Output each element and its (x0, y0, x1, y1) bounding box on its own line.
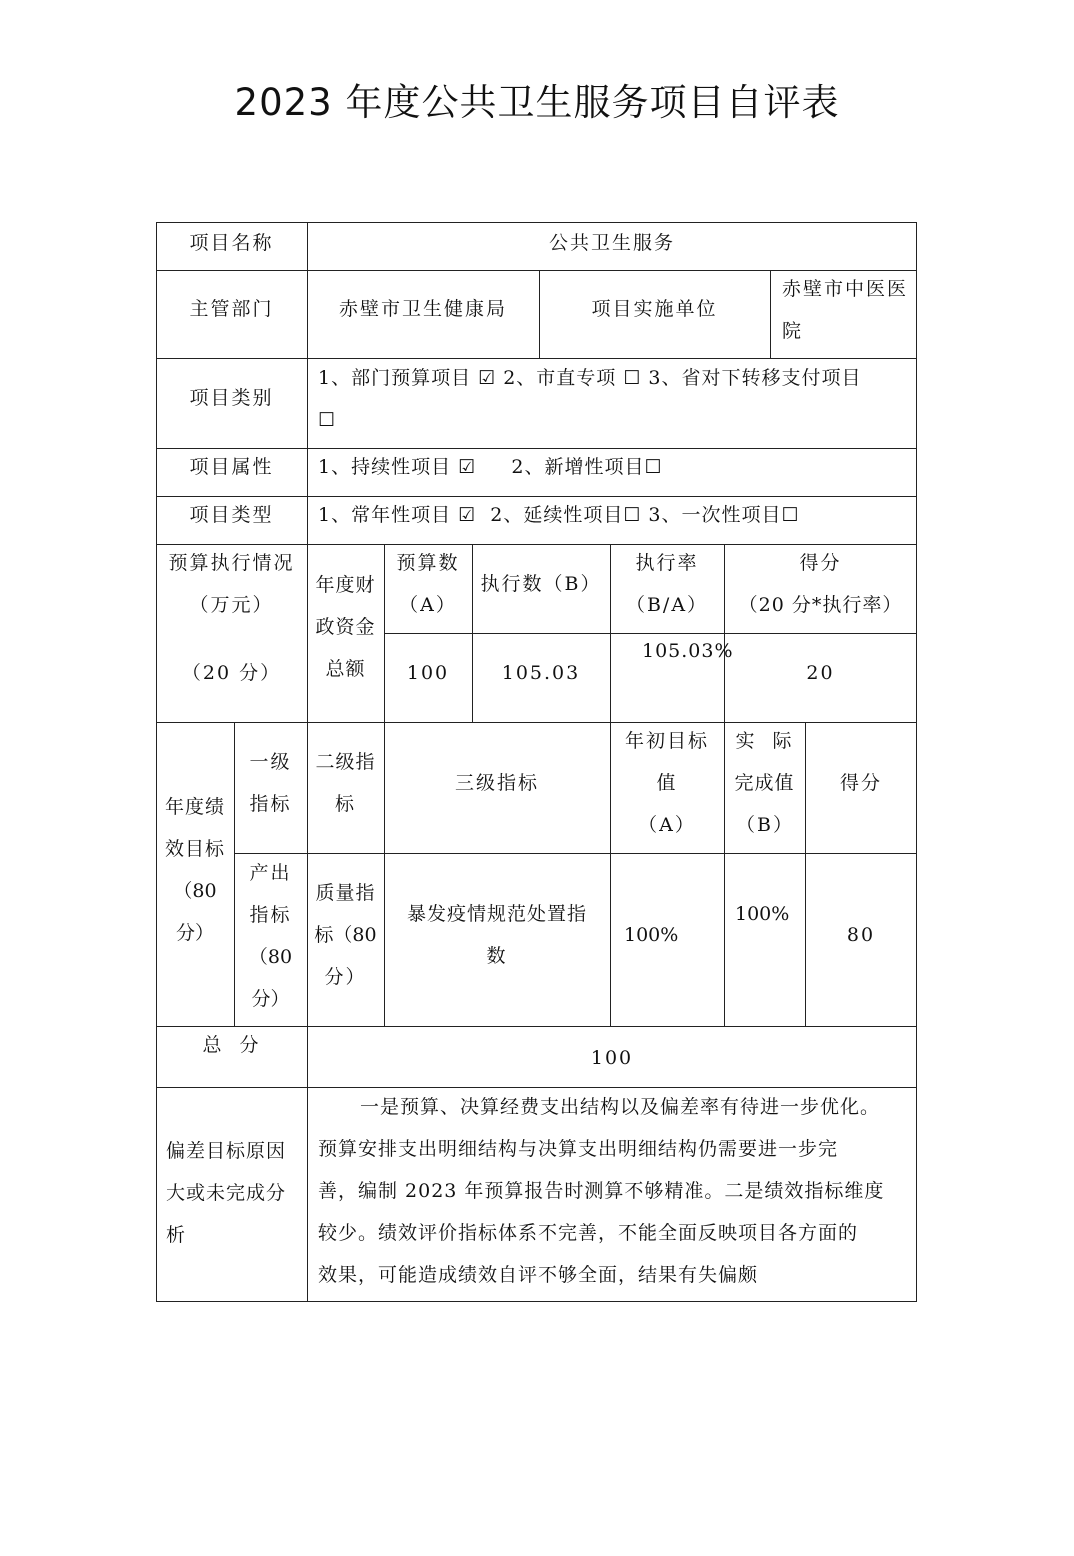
target-value: 100% (624, 924, 679, 946)
quality-indicator: 质量指 (315, 882, 376, 904)
lvl2-head: 标 (334, 793, 356, 815)
page-title: 2023 年度公共卫生服务项目自评表 (234, 81, 840, 124)
deviation-text: 效果，可能造成绩效自评不够全面，结果有失偏颇 (318, 1264, 759, 1286)
col-line (770, 270, 771, 358)
indicator-name: 暴发疫情规范处置指 (406, 903, 587, 925)
score-head: 得分 (799, 552, 842, 574)
budget-head: （A） (399, 594, 457, 616)
border-bottom (156, 1301, 917, 1302)
attribute-label: 项目属性 (189, 456, 274, 478)
project-name-label: 项目名称 (189, 232, 274, 254)
project-name-value: 公共卫生服务 (548, 232, 675, 254)
target-head: （A） (638, 814, 696, 836)
actual-head: （B） (736, 814, 794, 836)
exec-value: 105.03 (501, 662, 581, 684)
budget-head: 预算数 (396, 552, 460, 574)
perf-label: 年度绩 (164, 796, 225, 818)
total-value: 100 (590, 1047, 634, 1069)
actual-value: 100% (735, 903, 790, 925)
deviation-text: 善，编制 2023 年预算报告时测算不够精准。二是绩效指标维度 (318, 1180, 885, 1202)
lvl1-head: 一级 (249, 751, 292, 773)
unit-value: 赤壁市中医医 (782, 278, 909, 300)
total-funds-label: 年度财 (315, 574, 376, 596)
actual-head: 完成值 (734, 772, 795, 794)
deviation-text: 预算安排支出明细结构与决算支出明细结构仍需要进一步完 (318, 1138, 839, 1160)
lvl1-head: 指标 (249, 793, 292, 815)
deviation-text: 较少。绩效评价指标体系不完善，不能全面反映项目各方面的 (318, 1222, 859, 1244)
perf-score-value: 80 (846, 924, 876, 946)
rate-head: （B/A） (625, 594, 709, 616)
lvl3-head: 三级指标 (454, 772, 539, 794)
deviation-label: 偏差目标原因 (166, 1140, 287, 1162)
category-value: ☐ (318, 409, 338, 431)
category-label: 项目类别 (189, 387, 274, 409)
total-funds-label: 政资金 (315, 616, 376, 638)
actual-head: 实 际 (735, 730, 794, 752)
perf-score-head: 得分 (839, 772, 882, 794)
target-head: 值 (656, 772, 678, 794)
category-value: 1、部门预算项目 ☑ 2、市直专项 ☐ 3、省对下转移支付项目 (318, 367, 862, 389)
unit-label: 项目实施单位 (591, 298, 718, 320)
output-indicator: 指标 (249, 904, 292, 926)
dept-label: 主管部门 (189, 298, 274, 320)
budget-score-label: （20 分） (181, 662, 282, 684)
row-line (234, 853, 917, 854)
deviation-label: 析 (166, 1224, 188, 1246)
perf-label: 分） (175, 922, 214, 944)
score-head: （20 分*执行率） (738, 594, 903, 616)
total-label: 总 分 (202, 1034, 261, 1056)
budget-label: 预算执行情况 (168, 552, 295, 574)
output-indicator: 产出 (249, 862, 292, 884)
lvl2-head: 二级指 (315, 751, 376, 773)
quality-indicator: 标（80 (314, 924, 377, 946)
perf-label: （80 (173, 880, 217, 902)
perf-label: 效目标 (164, 838, 225, 860)
budget-value: 100 (406, 662, 450, 684)
rate-value: 105.03% (642, 640, 734, 662)
type-label: 项目类型 (189, 504, 274, 526)
rate-head: 执行率 (635, 552, 699, 574)
quality-indicator: 分） (324, 966, 367, 988)
target-head: 年初目标 (624, 730, 709, 752)
exec-head: 执行数（B） (480, 573, 602, 595)
budget-label: （万元） (189, 594, 274, 616)
output-indicator: （80 (248, 946, 293, 968)
deviation-text: 一是预算、决算经费支出结构以及偏差率有待进一步优化。 (360, 1096, 881, 1118)
unit-value: 院 (782, 320, 804, 342)
evaluation-table (156, 222, 917, 1302)
total-funds-label: 总额 (325, 658, 366, 680)
type-value: 1、常年性项目 ☑ 2、延续性项目☐ 3、一次性项目☐ (318, 504, 800, 526)
indicator-name: 数 (486, 945, 508, 967)
output-indicator: 分） (251, 988, 290, 1010)
attribute-value: 1、持续性项目 ☑ 2、新增性项目☐ (318, 456, 663, 478)
dept-value: 赤壁市卫生健康局 (338, 298, 507, 320)
deviation-label: 大或未完成分 (166, 1182, 287, 1204)
budget-score-value: 20 (806, 662, 835, 684)
